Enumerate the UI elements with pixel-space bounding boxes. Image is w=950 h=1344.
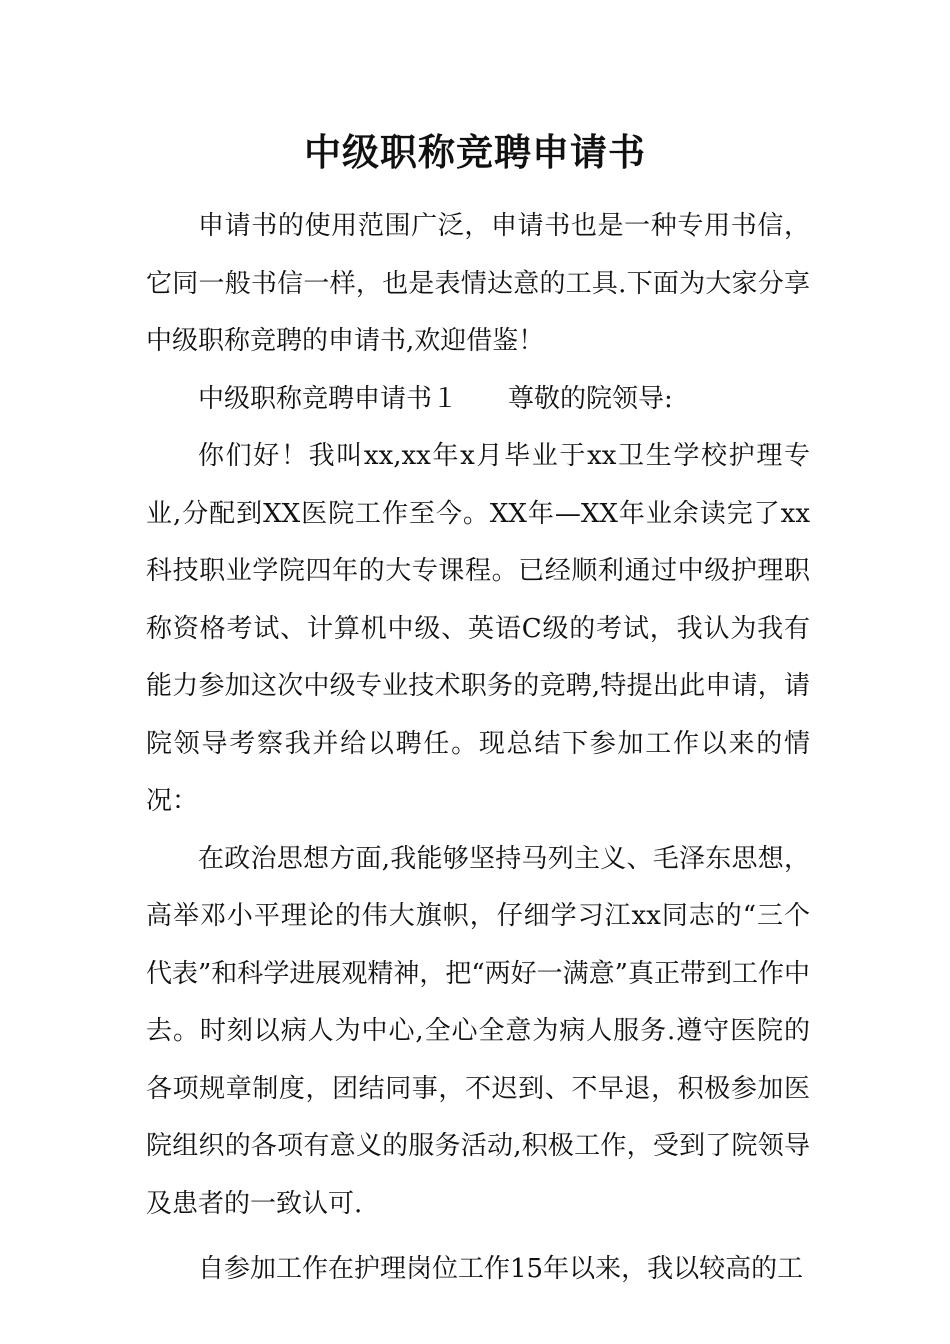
document-body [146, 198, 810, 1299]
section-heading-line [146, 371, 810, 429]
body-paragraph-3: 自参加工作在护理岗位工作15年以来，我以较高的工 [198, 1254, 804, 1284]
salutation: 尊敬的院领导: [508, 383, 673, 414]
body-paragraph-1: 你们好！我叫xx,xx年x月毕业于xx卫生学校护理专业,分配到XX医院工作至今。XX年—XX年业余读完了xx科技职业学院四年的大专课程。已经顺利通过中级护理职称资格考试、计算机中级、英语C级的考试，我认为我有能力参加这次中级专业技术职务的竞聘,特提出此申请，请院领导考察我并给以聘任。现总结下参加工作以来的情况： [146, 441, 810, 816]
body-paragraph-2: 在政治思想方面,我能够坚持马列主义、毛泽东思想，高举邓小平理论的伟大旗帜，仔细学习江xx同志的“三个代表”和科学进展观精神，把“两好一满意”真正带到工作中去。时刻以病人为中心,全心全意为病人服务.遵守医院的各项规章制度，团结同事，不迟到、不早退，积极参加医院组织的各项有意义的服务活动,积极工作，受到了院领导及患者的一致认可. [146, 843, 810, 1219]
document-title: 中级职称竞聘申请书 [304, 130, 646, 174]
section-heading: 中级职称竞聘申请书１ [198, 383, 459, 414]
intro-paragraph: 申请书的使用范围广泛，申请书也是一种专用书信，它同一般书信一样，也是表情达意的工具.下面为大家分享中级职称竞聘的申请书,欢迎借鉴！ [146, 211, 810, 356]
